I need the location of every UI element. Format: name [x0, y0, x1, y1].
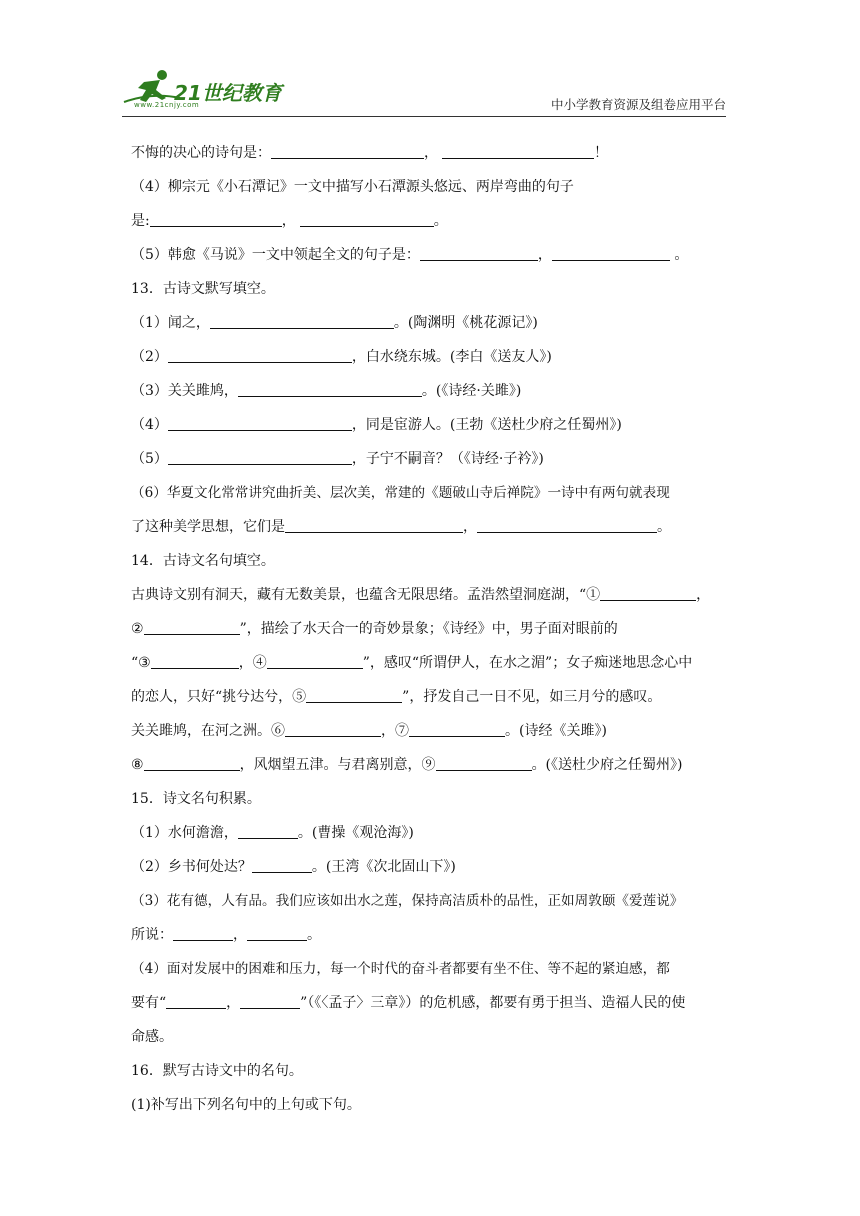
platform-name: 中小学教育资源及组卷应用平台	[550, 97, 726, 112]
answer-blank[interactable]	[144, 755, 240, 771]
answer-blank[interactable]	[166, 993, 226, 1009]
answer-blank[interactable]	[150, 211, 282, 227]
text-line: (1)补写出下列名句中的上句或下句。	[131, 1097, 361, 1113]
answer-blank[interactable]	[238, 823, 298, 839]
answer-blank[interactable]	[168, 449, 352, 465]
question-heading: 16．默写古诗文中的名句。	[131, 1063, 303, 1079]
answer-blank[interactable]	[285, 721, 381, 737]
text-line: ⑧ ，风烟望五津。与君离别意，⑨ 。(《送杜少府之任蜀州》)	[131, 757, 683, 773]
answer-blank[interactable]	[285, 517, 463, 533]
answer-blank[interactable]	[436, 755, 532, 771]
answer-blank[interactable]	[409, 721, 505, 737]
answer-blank[interactable]	[168, 415, 352, 431]
text-line: （2）乡书何处达？ 。(王湾《次北固山下》)	[131, 859, 456, 875]
answer-blank[interactable]	[420, 245, 538, 261]
answer-blank[interactable]	[300, 211, 434, 227]
text-line: 不悔的决心的诗句是： ， ！	[131, 145, 608, 161]
answer-blank[interactable]	[600, 585, 696, 601]
answer-blank[interactable]	[144, 619, 240, 635]
answer-blank[interactable]	[552, 245, 670, 261]
page-header	[122, 68, 726, 116]
text-line: （1）闻之， 。(陶渊明《桃花源记》)	[131, 315, 538, 331]
text-line: “③ ，④ ”，感叹“所谓伊人，在水之湄”；女子痴迷地思念心中	[131, 655, 693, 671]
site-logo	[122, 68, 292, 116]
text-line: 的恋人，只好“挑兮达兮，⑤ ”，抒发自己一日不见，如三月兮的感叹。	[131, 689, 662, 705]
text-line: 关关雎鸠，在河之洲。⑥ ，⑦ 。(诗经《关雎》)	[131, 723, 607, 739]
answer-blank[interactable]	[271, 143, 424, 159]
text-line: （4）面对发展中的困难和压力，每一个时代的奋斗者都要有坐不住、等不起的紧迫感，都	[131, 961, 670, 977]
answer-blank[interactable]	[238, 381, 422, 397]
answer-blank[interactable]	[477, 517, 657, 533]
logo-text: 21世纪教育	[174, 81, 282, 105]
answer-blank[interactable]	[247, 925, 307, 941]
text-line: （5） ，子宁不嗣音？（《诗经·子衿》)	[131, 451, 544, 467]
text-line: 所说： ， 。	[131, 927, 321, 943]
answer-blank[interactable]	[306, 687, 402, 703]
answer-blank[interactable]	[168, 347, 352, 363]
answer-blank[interactable]	[210, 313, 394, 329]
text-line: （3）花有德，人有品。我们应该如出水之莲，保持高洁质朴的品性，正如周敦颐《爱莲说》	[131, 893, 684, 909]
header-rule	[122, 116, 726, 117]
question-heading: 14．古诗文名句填空。	[131, 553, 275, 569]
answer-blank[interactable]	[267, 653, 363, 669]
text-line: （5）韩愈《马说》一文中领起全文的句子是： ， 。	[131, 247, 689, 263]
text-line: （1）水何澹澹， 。(曹操《观沧海》)	[131, 825, 414, 841]
answer-blank[interactable]	[240, 993, 300, 1009]
text-line: 命感。	[131, 1029, 173, 1045]
text-line: 了这种美学思想，它们是 ， 。	[131, 519, 671, 535]
logo-url: www.21cnjy.com	[134, 101, 200, 109]
answer-blank[interactable]	[442, 143, 594, 159]
text-line: （4）柳宗元《小石潭记》一文中描写小石潭源头悠远、两岸弯曲的句子	[131, 179, 574, 195]
text-line: （6）华夏文化常常讲究曲折美、层次美，常建的《题破山寺后禅院》一诗中有两句就表现	[131, 485, 670, 501]
answer-blank[interactable]	[151, 653, 239, 669]
text-line: （2） ，白水绕东城。(李白《送友人》)	[131, 349, 552, 365]
answer-blank[interactable]	[252, 857, 312, 873]
text-line: 是: ， 。	[131, 213, 448, 229]
text-line: ② ”，描绘了水天合一的奇妙景象；《诗经》中，男子面对眼前的	[131, 621, 618, 637]
question-heading: 15．诗文名句积累。	[131, 791, 261, 807]
answer-blank[interactable]	[173, 925, 233, 941]
text-line: 要有“ ， ”（《〈孟子〉三章》）的危机感，都要有勇于担当、造福人民的使	[131, 995, 686, 1011]
text-line: （4） ，同是宦游人。(王勃《送杜少府之任蜀州》)	[131, 417, 622, 433]
text-line: 古典诗文别有洞天，藏有无数美景，也蕴含无限思绪。孟浩然望洞庭湖，“① ，	[131, 587, 711, 603]
question-heading: 13．古诗文默写填空。	[131, 281, 275, 297]
text-line: （3）关关雎鸠， 。(《诗经·关雎》)	[131, 383, 522, 399]
